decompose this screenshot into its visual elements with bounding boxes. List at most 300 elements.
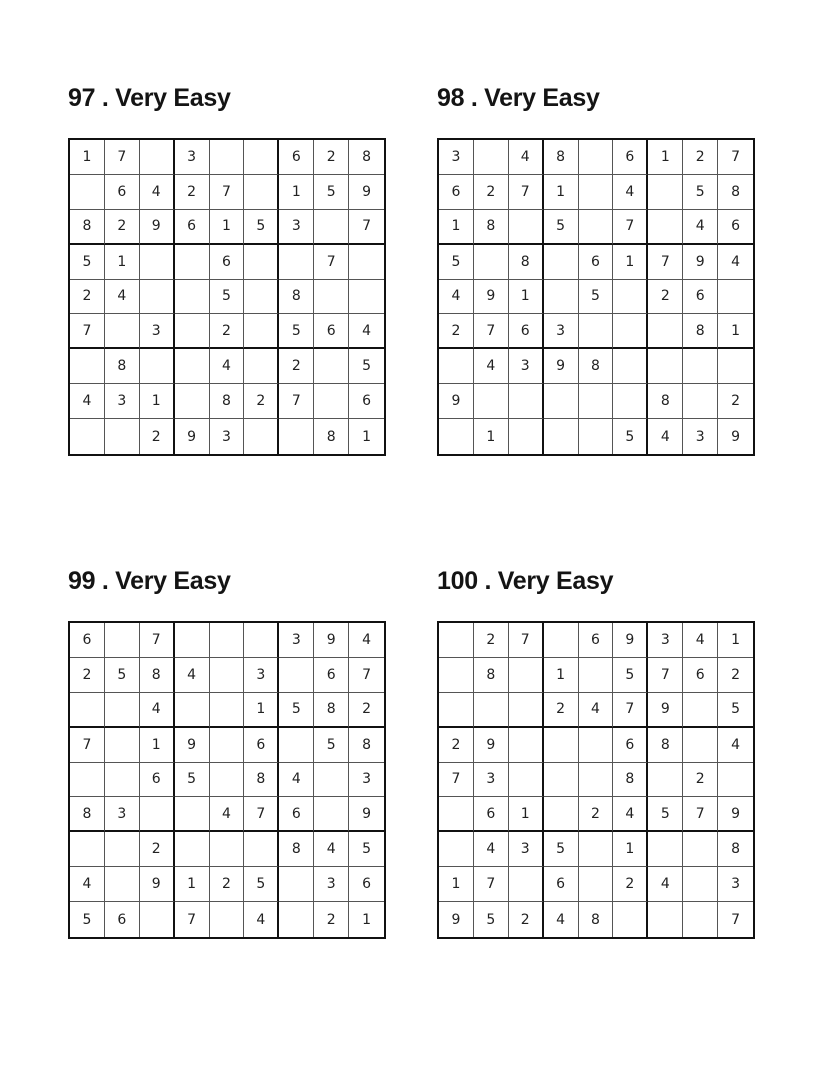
- sudoku-cell: [474, 384, 509, 419]
- sudoku-cell: [140, 280, 175, 315]
- sudoku-cell: 1: [613, 245, 648, 280]
- sudoku-cell: [210, 902, 245, 937]
- sudoku-cell: [244, 349, 279, 384]
- puzzle-title: 98 . Very Easy: [437, 84, 600, 112]
- sudoku-cell: [314, 797, 349, 832]
- sudoku-cell: [544, 728, 579, 763]
- sudoku-cell: [544, 384, 579, 419]
- puzzle-98: [437, 83, 755, 445]
- sudoku-cell: 9: [349, 797, 384, 832]
- sudoku-cell: 2: [439, 314, 474, 349]
- sudoku-cell: [683, 349, 718, 384]
- sudoku-cell: 1: [718, 314, 753, 349]
- sudoku-cell: [683, 384, 718, 419]
- sudoku-cell: 7: [474, 867, 509, 902]
- sudoku-cell: 7: [474, 314, 509, 349]
- sudoku-cell: 9: [718, 797, 753, 832]
- sudoku-cell: 1: [210, 210, 245, 245]
- sudoku-cell: 7: [244, 797, 279, 832]
- sudoku-cell: 5: [105, 658, 140, 693]
- sudoku-cell: 5: [544, 832, 579, 867]
- sudoku-cell: 8: [314, 419, 349, 454]
- sudoku-cell: 4: [210, 797, 245, 832]
- sudoku-cell: 8: [140, 658, 175, 693]
- sudoku-cell: [105, 623, 140, 658]
- sudoku-cell: 3: [544, 314, 579, 349]
- sudoku-cell: 3: [279, 623, 314, 658]
- sudoku-cell: 8: [718, 175, 753, 210]
- sudoku-cell: [210, 140, 245, 175]
- sudoku-cell: [648, 763, 683, 798]
- sudoku-cell: [544, 419, 579, 454]
- sudoku-cell: [140, 349, 175, 384]
- sudoku-cell: [70, 419, 105, 454]
- sudoku-cell: [579, 867, 614, 902]
- sudoku-cell: 2: [314, 902, 349, 937]
- sudoku-cell: [279, 867, 314, 902]
- sudoku-cell: 6: [683, 658, 718, 693]
- sudoku-cell: 5: [70, 902, 105, 937]
- sudoku-cell: [579, 314, 614, 349]
- sudoku-grid: [68, 621, 386, 939]
- sudoku-cell: [613, 314, 648, 349]
- sudoku-cell: 4: [70, 867, 105, 902]
- puzzle-title: 97 . Very Easy: [68, 84, 231, 112]
- sudoku-cell: 6: [210, 245, 245, 280]
- sudoku-cell: 5: [279, 693, 314, 728]
- sudoku-cell: [439, 832, 474, 867]
- sudoku-cell: [210, 623, 245, 658]
- sudoku-cell: 4: [210, 349, 245, 384]
- sudoku-cell: 5: [613, 658, 648, 693]
- sudoku-cell: 9: [175, 728, 210, 763]
- sudoku-cell: 8: [105, 349, 140, 384]
- sudoku-cell: 4: [544, 902, 579, 937]
- puzzle-title: 99 . Very Easy: [68, 567, 231, 595]
- sudoku-cell: 9: [439, 384, 474, 419]
- sudoku-cell: [210, 763, 245, 798]
- sudoku-cell: 2: [648, 280, 683, 315]
- sudoku-cell: 4: [613, 175, 648, 210]
- sudoku-cell: [140, 902, 175, 937]
- sudoku-cell: [718, 280, 753, 315]
- sudoku-cell: 6: [279, 140, 314, 175]
- sudoku-cell: [613, 280, 648, 315]
- sudoku-cell: [244, 832, 279, 867]
- sudoku-cell: 8: [579, 902, 614, 937]
- sudoku-cell: [439, 797, 474, 832]
- sudoku-cell: [314, 763, 349, 798]
- sudoku-cell: [175, 693, 210, 728]
- sudoku-cell: 6: [279, 797, 314, 832]
- sudoku-cell: 5: [349, 832, 384, 867]
- sudoku-cell: [140, 245, 175, 280]
- sudoku-cell: 4: [683, 210, 718, 245]
- sudoku-cell: 7: [731, 911, 741, 928]
- sudoku-cell: 2: [140, 419, 175, 454]
- sudoku-cell: 8: [70, 797, 105, 832]
- sudoku-cell: 3: [683, 419, 718, 454]
- sudoku-cell: 8: [718, 832, 753, 867]
- sudoku-cell: 7: [140, 623, 175, 658]
- sudoku-cell: [509, 210, 544, 245]
- sudoku-cell: 4: [140, 175, 175, 210]
- sudoku-cell: 9: [474, 280, 509, 315]
- sudoku-cell: 2: [718, 658, 753, 693]
- sudoku-cell: [439, 658, 474, 693]
- sudoku-cell: [544, 623, 579, 658]
- sudoku-cell: 1: [544, 658, 579, 693]
- sudoku-cell: 5: [314, 175, 349, 210]
- sudoku-cell: [210, 693, 245, 728]
- sudoku-cell: [613, 902, 648, 937]
- sudoku-cell: [613, 349, 648, 384]
- sudoku-cell: [175, 384, 210, 419]
- sudoku-cell: 4: [314, 832, 349, 867]
- sudoku-cell: [439, 349, 474, 384]
- sudoku-cell: [279, 658, 314, 693]
- sudoku-cell: 9: [544, 349, 579, 384]
- sudoku-cell: 5: [244, 210, 279, 245]
- sudoku-cell: 1: [70, 140, 105, 175]
- sudoku-cell: 6: [105, 175, 140, 210]
- sudoku-cell: 1: [105, 245, 140, 280]
- sudoku-cell: 6: [349, 384, 384, 419]
- sudoku-cell: 6: [105, 902, 140, 937]
- sudoku-cell: [244, 419, 279, 454]
- sudoku-cell: 6: [70, 623, 105, 658]
- sudoku-cell: 7: [718, 140, 753, 175]
- sudoku-cell: [314, 280, 349, 315]
- sudoku-grid: [68, 138, 386, 456]
- sudoku-cell: 3: [279, 210, 314, 245]
- sudoku-cell: 6: [349, 867, 384, 902]
- sudoku-cell: [718, 763, 753, 798]
- sudoku-cell: [509, 384, 544, 419]
- sudoku-cell: 5: [279, 314, 314, 349]
- sudoku-cell: 1: [509, 797, 544, 832]
- sudoku-cell: 1: [279, 175, 314, 210]
- sudoku-cell: 2: [683, 763, 718, 798]
- sudoku-cell: [683, 728, 718, 763]
- sudoku-cell: [70, 693, 105, 728]
- sudoku-cell: 3: [175, 140, 210, 175]
- sudoku-cell: [244, 314, 279, 349]
- sudoku-cell: 8: [314, 693, 349, 728]
- sudoku-cell: [105, 763, 140, 798]
- sudoku-cell: 5: [439, 245, 474, 280]
- sudoku-cell: [718, 349, 753, 384]
- sudoku-cell: 6: [244, 728, 279, 763]
- sudoku-cell: [509, 419, 544, 454]
- sudoku-cell: [314, 210, 349, 245]
- sudoku-cell: [579, 419, 614, 454]
- sudoku-cell: 2: [279, 349, 314, 384]
- sudoku-cell: 8: [579, 349, 614, 384]
- sudoku-cell: 9: [613, 623, 648, 658]
- sudoku-cell: 2: [683, 140, 718, 175]
- sudoku-cell: 3: [244, 658, 279, 693]
- sudoku-cell: [648, 210, 683, 245]
- sudoku-cell: [544, 280, 579, 315]
- sudoku-cell: 7: [349, 658, 384, 693]
- sudoku-cell: [474, 693, 509, 728]
- puzzle-title: 100 . Very Easy: [437, 567, 614, 595]
- puzzle-97: [68, 83, 386, 445]
- sudoku-cell: 4: [474, 349, 509, 384]
- sudoku-cell: [509, 693, 544, 728]
- sudoku-cell: [140, 797, 175, 832]
- sudoku-cell: [175, 349, 210, 384]
- sudoku-cell: 6: [140, 763, 175, 798]
- sudoku-cell: [544, 797, 579, 832]
- sudoku-cell: 3: [509, 349, 544, 384]
- sudoku-cell: 7: [70, 314, 105, 349]
- sudoku-cell: [140, 140, 175, 175]
- sudoku-cell: [105, 314, 140, 349]
- sudoku-cell: 2: [175, 175, 210, 210]
- sudoku-cell: [244, 280, 279, 315]
- sudoku-cell: 4: [175, 658, 210, 693]
- sudoku-cell: [279, 245, 314, 280]
- sudoku-cell: 9: [683, 245, 718, 280]
- sudoku-cell: 4: [439, 280, 474, 315]
- sudoku-cell: 1: [544, 175, 579, 210]
- sudoku-cell: 9: [349, 175, 384, 210]
- sudoku-cell: 2: [349, 693, 384, 728]
- sudoku-cell: 3: [140, 314, 175, 349]
- sudoku-cell: 8: [474, 658, 509, 693]
- sudoku-cell: 9: [439, 902, 474, 937]
- sudoku-cell: [279, 902, 314, 937]
- sudoku-cell: [244, 623, 279, 658]
- sudoku-cell: 5: [210, 280, 245, 315]
- sudoku-cell: [544, 245, 579, 280]
- sudoku-cell: [648, 314, 683, 349]
- sudoku-grid: [437, 138, 755, 456]
- sudoku-cell: 8: [474, 210, 509, 245]
- sudoku-cell: 7: [314, 245, 349, 280]
- sudoku-cell: [613, 384, 648, 419]
- sudoku-cell: [579, 728, 614, 763]
- sudoku-cell: 7: [683, 797, 718, 832]
- sudoku-cell: 4: [509, 140, 544, 175]
- sudoku-cell: [70, 763, 105, 798]
- sudoku-cell: [105, 867, 140, 902]
- sudoku-cell: [544, 763, 579, 798]
- sudoku-grid: [437, 621, 755, 939]
- sudoku-cell: 1: [648, 140, 683, 175]
- sudoku-cell: [244, 140, 279, 175]
- sudoku-cell: 6: [613, 140, 648, 175]
- sudoku-cell: 6: [718, 210, 753, 245]
- sudoku-cell: 1: [474, 419, 509, 454]
- sudoku-cell: 2: [509, 902, 544, 937]
- sudoku-cell: [579, 763, 614, 798]
- sudoku-cell: 6: [474, 797, 509, 832]
- sudoku-cell: [244, 245, 279, 280]
- sudoku-cell: 8: [509, 245, 544, 280]
- sudoku-cell: [474, 140, 509, 175]
- sudoku-cell: 7: [509, 623, 544, 658]
- sudoku-cell: 9: [474, 728, 509, 763]
- sudoku-cell: 9: [140, 867, 175, 902]
- sudoku-cell: [175, 314, 210, 349]
- sudoku-cell: [70, 349, 105, 384]
- sudoku-cell: [279, 419, 314, 454]
- sudoku-cell: 5: [613, 419, 648, 454]
- sudoku-cell: 8: [210, 384, 245, 419]
- sudoku-cell: 8: [648, 728, 683, 763]
- sudoku-cell: [105, 419, 140, 454]
- sudoku-cell: 2: [613, 867, 648, 902]
- sudoku-cell: 6: [683, 280, 718, 315]
- sudoku-cell: 3: [210, 419, 245, 454]
- sudoku-cell: [349, 245, 384, 280]
- sudoku-cell: [683, 693, 718, 728]
- sudoku-cell: 6: [579, 245, 614, 280]
- sudoku-cell: 1: [244, 693, 279, 728]
- sudoku-cell: [648, 832, 683, 867]
- sudoku-cell: [509, 763, 544, 798]
- sudoku-cell: [439, 623, 474, 658]
- sudoku-cell: [349, 280, 384, 315]
- sudoku-cell: [579, 384, 614, 419]
- sudoku-cell: 1: [362, 911, 372, 928]
- sudoku-cell: [648, 175, 683, 210]
- sudoku-cell: [648, 902, 683, 937]
- sudoku-cell: [210, 658, 245, 693]
- sudoku-cell: 7: [279, 384, 314, 419]
- sudoku-cell: 1: [175, 867, 210, 902]
- sudoku-cell: 8: [544, 140, 579, 175]
- sudoku-cell: 4: [683, 623, 718, 658]
- sudoku-cell: 8: [613, 763, 648, 798]
- sudoku-cell: [439, 693, 474, 728]
- puzzle-99: [68, 566, 386, 928]
- sudoku-cell: [683, 902, 718, 937]
- sudoku-cell: 2: [210, 867, 245, 902]
- sudoku-cell: 4: [648, 419, 683, 454]
- sudoku-cell: 1: [439, 210, 474, 245]
- sudoku-cell: [279, 728, 314, 763]
- sudoku-cell: 7: [613, 693, 648, 728]
- sudoku-cell: 9: [175, 419, 210, 454]
- sudoku-cell: [175, 623, 210, 658]
- sudoku-cell: 6: [579, 623, 614, 658]
- sudoku-cell: [579, 832, 614, 867]
- sudoku-cell: 9: [140, 210, 175, 245]
- sudoku-cell: 6: [439, 175, 474, 210]
- sudoku-cell: 2: [474, 175, 509, 210]
- sudoku-cell: [648, 349, 683, 384]
- sudoku-cell: 2: [579, 797, 614, 832]
- sudoku-cell: [244, 175, 279, 210]
- sudoku-cell: 5: [474, 902, 509, 937]
- sudoku-cell: 6: [314, 658, 349, 693]
- sudoku-cell: 3: [474, 763, 509, 798]
- sudoku-cell: [683, 867, 718, 902]
- sudoku-cell: 8: [279, 832, 314, 867]
- sudoku-cell: 6: [509, 314, 544, 349]
- sudoku-cell: 7: [105, 140, 140, 175]
- sudoku-cell: 7: [210, 175, 245, 210]
- sudoku-cell: 5: [579, 280, 614, 315]
- sudoku-cell: 5: [718, 693, 753, 728]
- sudoku-cell: [105, 832, 140, 867]
- sudoku-cell: [509, 867, 544, 902]
- sudoku-cell: 8: [349, 728, 384, 763]
- sudoku-cell: [105, 728, 140, 763]
- sudoku-cell: 3: [718, 867, 753, 902]
- sudoku-cell: [175, 832, 210, 867]
- sudoku-cell: 4: [244, 902, 279, 937]
- sudoku-cell: 6: [613, 728, 648, 763]
- sudoku-cell: 2: [105, 210, 140, 245]
- sudoku-cell: 5: [683, 175, 718, 210]
- sudoku-cell: [70, 175, 105, 210]
- sudoku-cell: 4: [349, 623, 384, 658]
- sudoku-cell: [175, 280, 210, 315]
- sudoku-cell: 7: [349, 210, 384, 245]
- sudoku-cell: 4: [105, 280, 140, 315]
- sudoku-cell: 4: [474, 832, 509, 867]
- sudoku-cell: 1: [362, 428, 372, 445]
- sudoku-cell: 4: [718, 245, 753, 280]
- sudoku-cell: 5: [70, 245, 105, 280]
- sudoku-cell: 2: [244, 384, 279, 419]
- sudoku-cell: 2: [210, 314, 245, 349]
- sudoku-cell: 7: [439, 763, 474, 798]
- sudoku-cell: 2: [314, 140, 349, 175]
- sudoku-cell: 2: [718, 384, 753, 419]
- sudoku-cell: 7: [613, 210, 648, 245]
- sudoku-cell: 4: [70, 384, 105, 419]
- sudoku-cell: 2: [544, 693, 579, 728]
- sudoku-cell: 9: [314, 623, 349, 658]
- sudoku-cell: 2: [140, 832, 175, 867]
- sudoku-cell: [579, 175, 614, 210]
- sudoku-cell: 5: [314, 728, 349, 763]
- sudoku-cell: 9: [648, 693, 683, 728]
- sudoku-cell: 6: [314, 314, 349, 349]
- sudoku-cell: [210, 728, 245, 763]
- sudoku-cell: 8: [70, 210, 105, 245]
- sudoku-cell: [579, 210, 614, 245]
- sudoku-cell: [683, 832, 718, 867]
- sudoku-cell: [105, 693, 140, 728]
- puzzle-100: [437, 566, 755, 928]
- sudoku-cell: 4: [279, 763, 314, 798]
- sudoku-cell: 2: [70, 280, 105, 315]
- sudoku-cell: 3: [314, 867, 349, 902]
- sudoku-cell: 1: [509, 280, 544, 315]
- sudoku-cell: 4: [140, 693, 175, 728]
- sudoku-cell: [210, 832, 245, 867]
- sudoku-cell: 8: [349, 140, 384, 175]
- sudoku-cell: 8: [244, 763, 279, 798]
- sudoku-cell: 9: [731, 428, 741, 445]
- sudoku-cell: [439, 419, 474, 454]
- sudoku-cell: 4: [718, 728, 753, 763]
- sudoku-cell: 1: [439, 867, 474, 902]
- sudoku-cell: 7: [70, 728, 105, 763]
- sudoku-cell: 3: [648, 623, 683, 658]
- sudoku-cell: [509, 658, 544, 693]
- sudoku-cell: 6: [544, 867, 579, 902]
- sudoku-cell: 5: [175, 763, 210, 798]
- sudoku-cell: [175, 245, 210, 280]
